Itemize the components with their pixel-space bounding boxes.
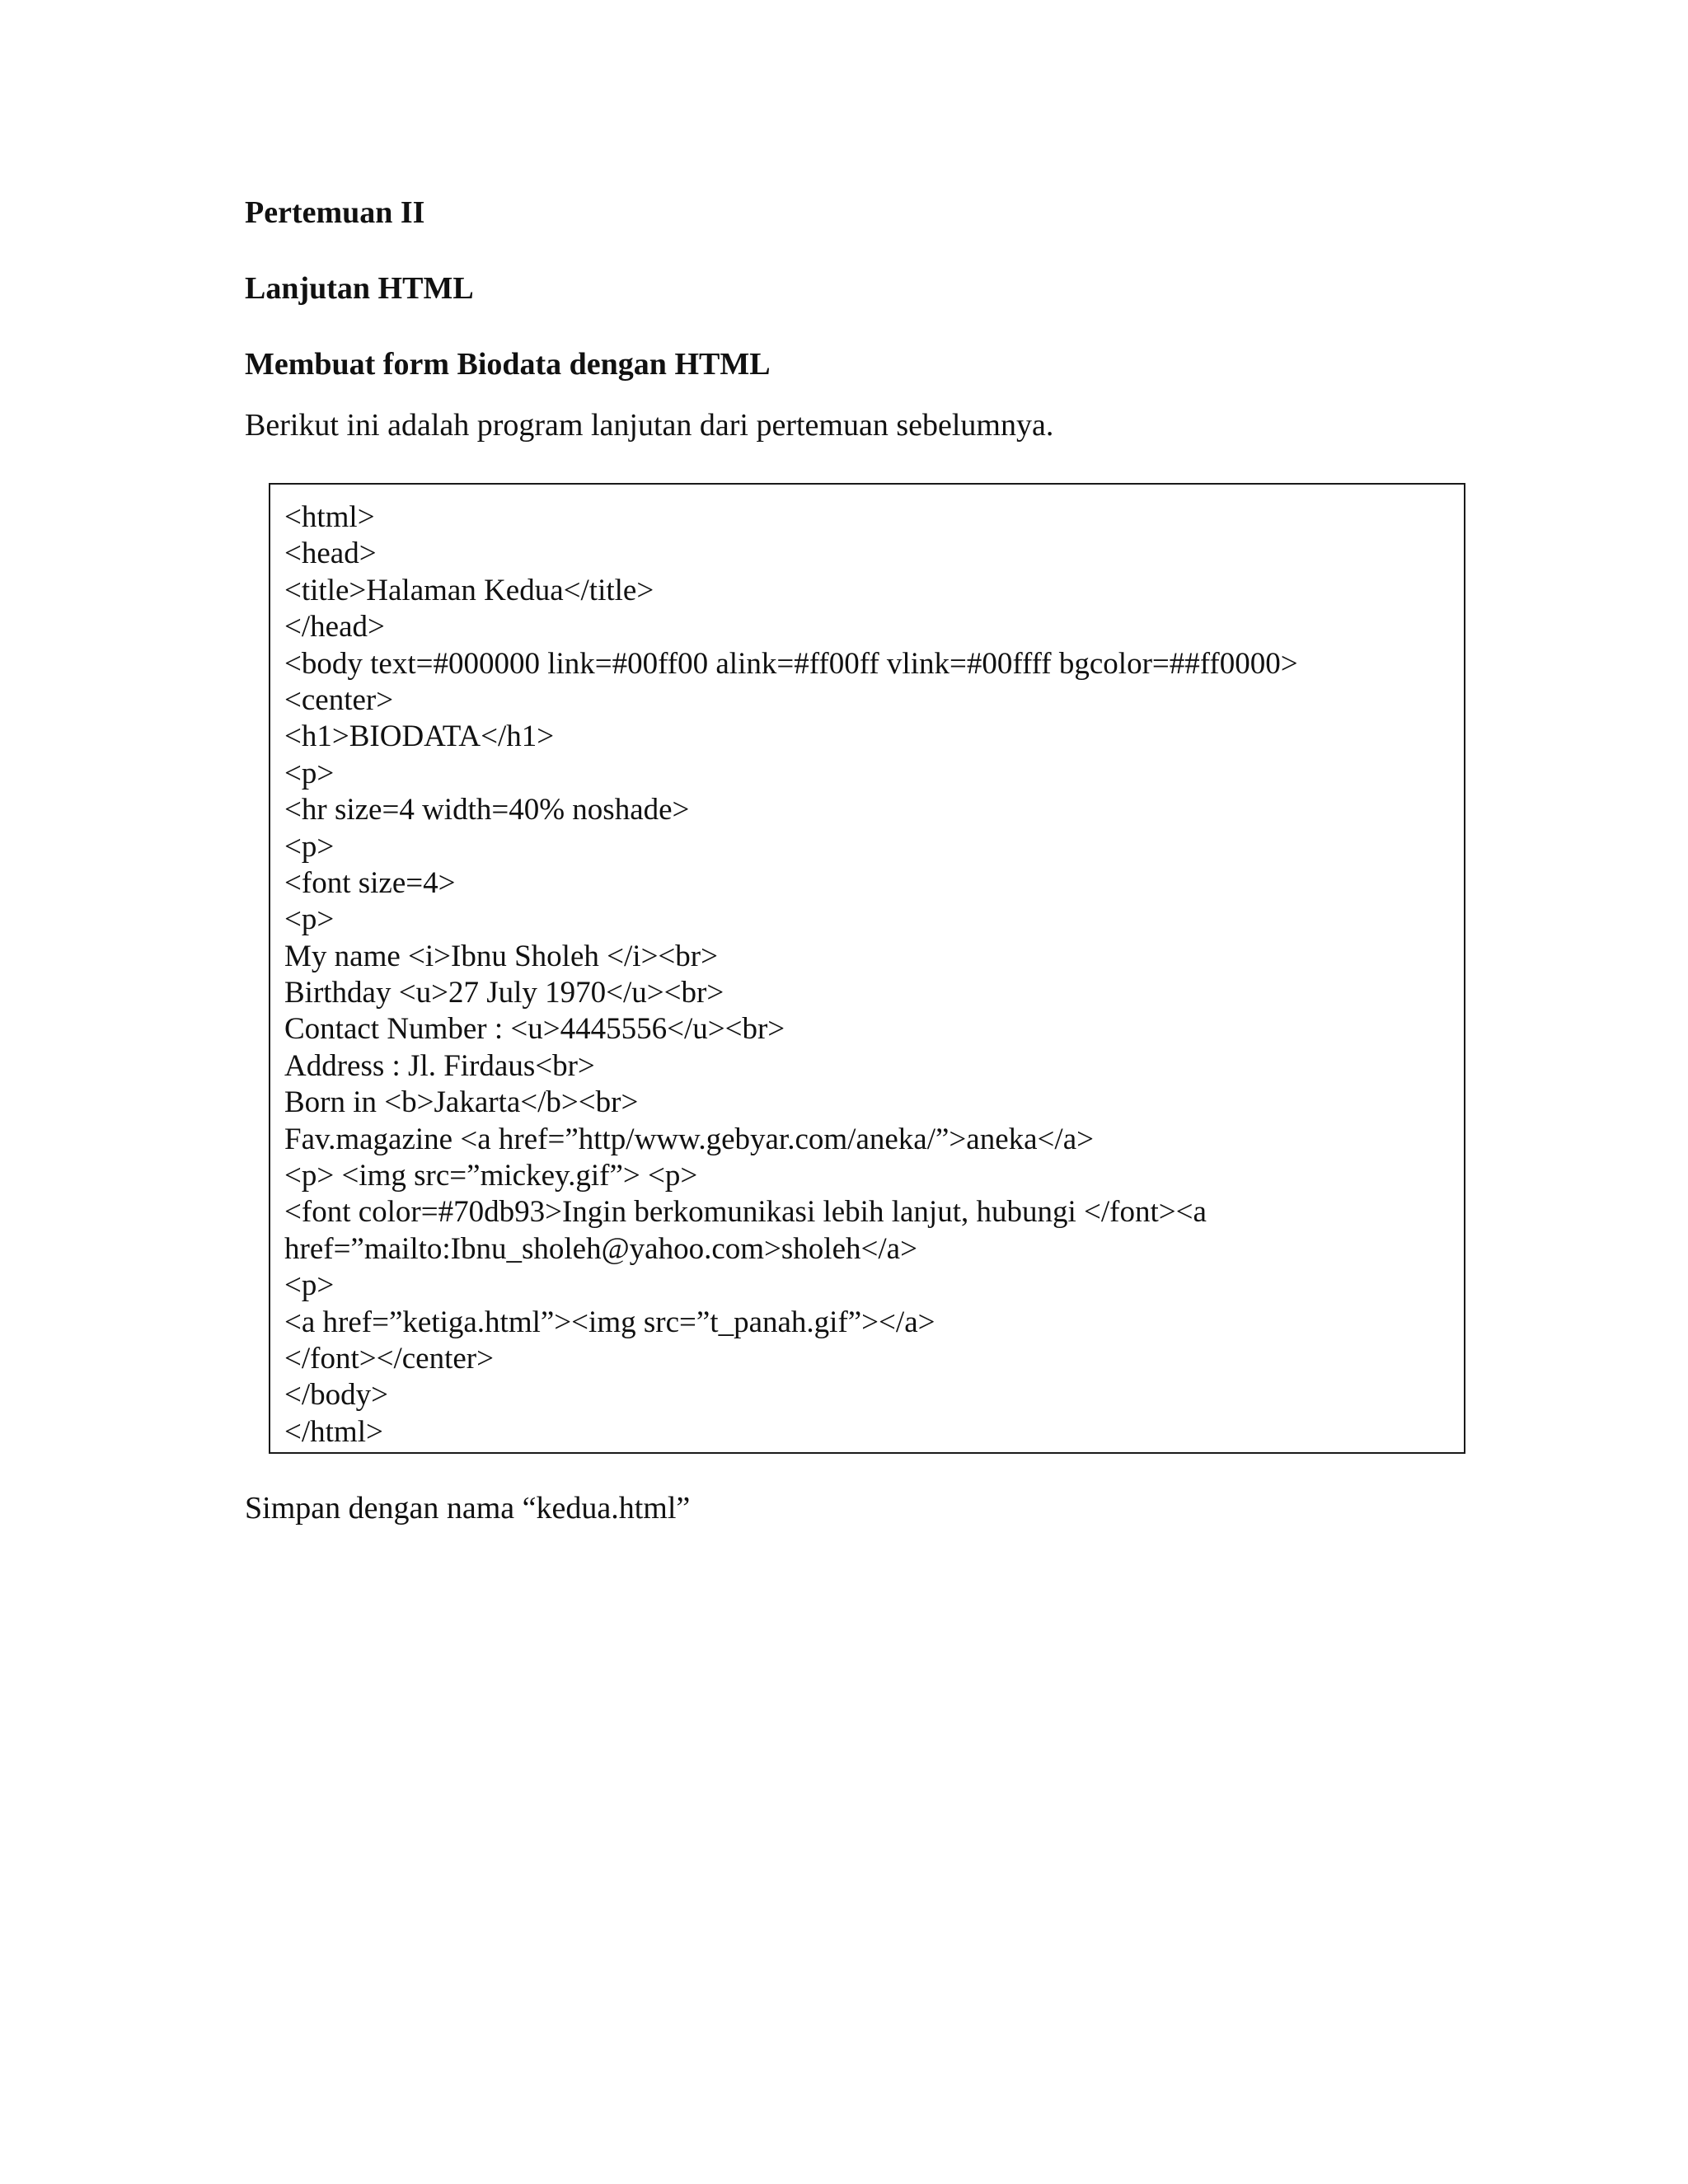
code-line: Born in <b>Jakarta</b><br> [284,1085,639,1120]
code-line: </head> [284,610,385,644]
code-line: <head> [284,537,377,571]
code-line: <p> [284,756,335,790]
code-line: <p> [284,829,335,864]
code-line: <hr size=4 width=40% noshade> [284,793,690,827]
code-line: <p> <img src=”mickey.gif”> <p> [284,1159,698,1193]
heading-lanjutan-html: Lanjutan HTML [245,271,474,306]
code-listing-box [269,483,1465,1454]
code-line: Birthday <u>27 July 1970</u><br> [284,976,724,1010]
code-line: <center> [284,682,394,717]
code-line: Fav.magazine <a href=”http/www.gebyar.com/aneka/”>aneka</a> [284,1122,1094,1156]
code-line: Contact Number : <u>4445556</u><br> [284,1012,785,1047]
code-line: <h1>BIODATA</h1> [284,719,555,754]
code-line: <body text=#000000 link=#00ff00 alink=#ff00ff vlink=#00ffff bgcolor=##ff0000> [284,646,1298,681]
code-line: <a href=”ketiga.html”><img src=”t_panah.gif”></a> [284,1305,935,1339]
code-line: </html> [284,1414,383,1449]
code-line: <font color=#70db93>Ingin berkomunikasi lebih lanjut, hubungi </font><a [284,1195,1207,1230]
code-line: <title>Halaman Kedua</title> [284,573,654,607]
code-line: </body> [284,1378,389,1413]
code-line: <p> [284,902,335,937]
code-line: href=”mailto:Ibnu_sholeh@yahoo.com>sholeh</a> [284,1231,917,1266]
code-line: Address : Jl. Firdaus<br> [284,1048,595,1083]
code-line: </font></center> [284,1341,494,1376]
code-line: My name <i>Ibnu Sholeh </i><br> [284,939,718,973]
intro-paragraph: Berikut ini adalah program lanjutan dari pertemuan sebelumnya. [245,408,1054,443]
code-line: <font size=4> [284,865,456,900]
code-line: <html> [284,500,375,534]
heading-pertemuan: Pertemuan II [245,195,425,230]
outro-paragraph: Simpan dengan nama “kedua.html” [245,1491,691,1526]
heading-membuat-form: Membuat form Biodata dengan HTML [245,347,771,382]
code-line: <p> [284,1268,335,1303]
